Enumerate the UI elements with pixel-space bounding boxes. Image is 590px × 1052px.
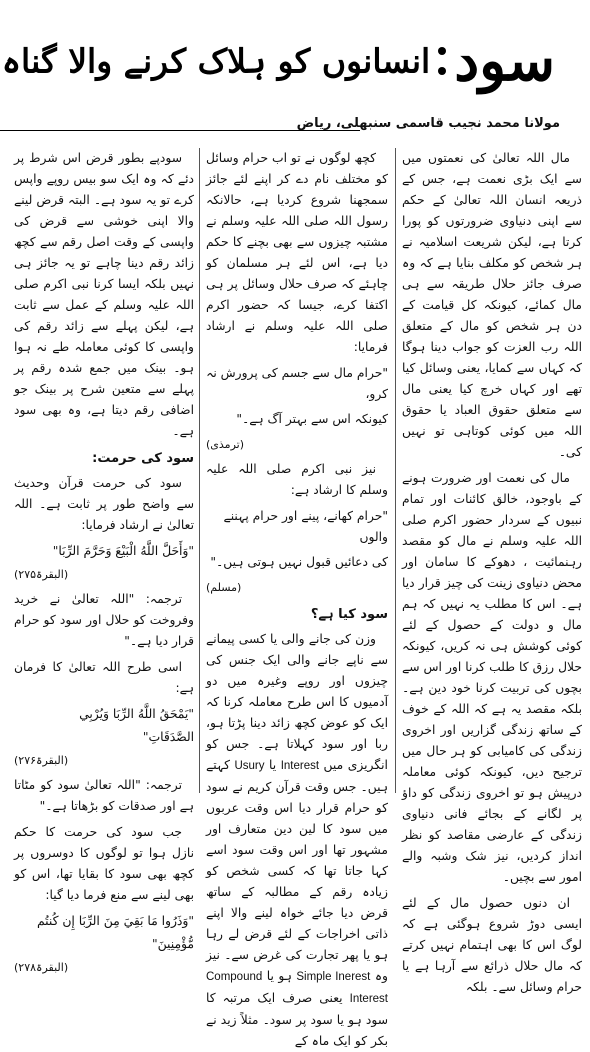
- paragraph: [206, 629, 388, 1052]
- paragraph-text: یعنی صرف ایک مرتبہ کا سود ہو یا سود پر سود۔ مثلاً زید نے بکر کو ایک ماہ کے: [206, 991, 388, 1048]
- paragraph: سودپے بطور قرض اس شرط پر دئے کہ وہ ایک سو بیس روپے واپس کرے تو یہ سود ہے۔ البتہ قرض لینے والا اپنی خوشی سے قرض کی واپسی کے وقت اصل رقم سے کچھ زائد رقم دینا چاہے تو یہ جائز ہی نہیں بلکہ ایسا کرنا نبی اکرم صلی اللہ علیہ وسلم کے عمل سے ثابت ہے، لیکن پہلے سے زائد رقم کی واپسی کا کوئی معاملہ طے نہ ہوا ہو۔ بینک میں جمع شدہ رقم پر پہلے سے متعین شرح پر بینک جو اضافی رقم دیتا ہے، وہ بھی سود ہے۔: [14, 151, 194, 438]
- article-title: [1, 28, 555, 104]
- hadith-quote-line2: کیونکہ اس سے بہتر آگ ہے۔": [236, 412, 388, 426]
- hadith-reference: (ترمذی): [206, 438, 244, 451]
- hadith-reference: (مسلم): [206, 581, 242, 594]
- section-heading: سود کی حرمت:: [92, 451, 194, 466]
- paragraph-text: کہتے ہیں۔ جس وقت قرآن کریم نے سود کو حرام قرار دیا اس وقت عربوں میں سود کا لین دین متعارف اور مشہور تھا اور اس وقت سود اسے کہا جاتا تھا کہ کسی شخص کو زیادہ رقم کے مطالبہ کے ساتھ قرض دیا جائے خواہ لینے والا اپنے ذاتی اخراجات کے لئے قرض لے رہا ہو یا پھر تجارت کی غرض سے۔ نیز وہ: [206, 758, 388, 983]
- author-byline: مولانا محمد نجیب قاسمی سنبھلی، ریاض: [296, 116, 560, 131]
- paragraph: کچھ لوگوں نے تو اب حرام وسائل کو مختلف نام دے کر اپنے لئے جائز سمجھنا شروع کردیا ہے، حالانکہ رسول اللہ صلی اللہ علیہ وسلم نے مشتبہ چیزوں سے بھی بچنے کا حکم دیا ہے، اس لئے ہر مسلمان کو چاہئے کہ صرف حلال وسائل پر ہی اکتفا کرے، جیسا کہ حضور اکرم صلی اللہ علیہ وسلم نے ارشاد فرمایا:: [206, 151, 388, 354]
- quran-verse: "يَمْحَقُ اللَّهُ الرِّبَا وَيُرْبِي: [79, 707, 194, 721]
- column-divider: [199, 148, 200, 793]
- english-term-simple-interest: Simple Inerest: [296, 971, 371, 983]
- paragraph: مال اللہ تعالیٰ کی نعمتوں میں سے ایک بڑی نعمت ہے، جس کے ذریعہ انسان اللہ تعالیٰ کے حکم سے اپنی دنیاوی ضرورتوں کو پورا کرتا ہے، لیکن شریعت اسلامیہ نے ہر شخص کو مکلف بنایا ہے کہ وہ صرف جائز حلال طریقہ سے ہی مال کمائے، کیونکہ کل قیامت کے دن ہر شخص کو مال کے متعلق اللہ رب العزت کو جواب دینا ہوگا کہ کہاں سے کمایا، یعنی وسائل کیا تھے اور کہاں خرچ کیا یعنی مال سے متعلق حقوق العباد یا حقوق اللہ میں کوئی کوتاہی تو نہیں کی۔: [402, 151, 582, 459]
- hadith-quote: "حرام کھانے، پینے اور حرام پہننے والوں: [223, 509, 388, 544]
- english-term-compound-interest: Compound Interest: [206, 971, 388, 1005]
- byline-rule: [0, 130, 360, 131]
- quran-verse: "وَأَحَلَّ اللَّهُ الْبَيْعَ وَحَرَّمَ الرِّبَا": [52, 544, 194, 558]
- quran-verse-line2: الصَّدَقَاتِ": [142, 730, 194, 744]
- verse-reference: (البقرۃ۲۷۵): [14, 568, 69, 581]
- translation: ترجمہ: "اللہ تعالیٰ نے خرید وفروخت کو حلال اور سود کو حرام قرار دیا ہے۔": [14, 592, 194, 648]
- column-middle: [206, 148, 388, 1048]
- column-right: [402, 148, 582, 994]
- paragraph: سود کی حرمت قرآن وحدیث سے واضح طور پر ثابت ہے۔ اللہ تعالیٰ نے ارشاد فرمایا:: [14, 476, 194, 532]
- title-subtitle: انسانوں کو ہلاک کرنے والا گناہ: [1, 41, 431, 81]
- paragraph: جب سود کی حرمت کا حکم نازل ہوا تو لوگوں کا دوسروں پر کچھ بھی سود کا بقایا تھا، اس کو بھی لینے سے منع فرما دیا گیا:: [14, 825, 194, 902]
- hadith-quote-line2: کی دعائیں قبول نہیں ہوتی ہیں۔": [210, 555, 388, 569]
- verse-reference: (البقرۃ۲۷۸): [14, 961, 69, 974]
- conjunction: یا: [269, 758, 277, 772]
- paragraph-text: ہو یا: [266, 969, 292, 983]
- byline-row: [20, 116, 580, 138]
- verse-reference: (البقرۃ۲۷۶): [14, 754, 69, 767]
- title-main: سود: [454, 28, 555, 94]
- column-left: [14, 148, 194, 974]
- column-divider: [395, 148, 396, 793]
- paragraph: ان دنوں حصول مال کے لئے ایسی دوڑ شروع ہوگئی ہے کہ لوگ اس کا بھی اہتمام نہیں کرتے کہ مال حلال ذرائع سے آرہا ہے یا حرام وسائل سے۔ بلکہ: [402, 896, 582, 994]
- paragraph: اسی طرح اللہ تعالیٰ کا فرمان ہے:: [14, 660, 194, 695]
- hadith-quote: "حرام مال سے جسم کی پرورش نہ کرو،: [206, 366, 388, 401]
- section-heading: سود کیا ہے؟: [310, 607, 388, 622]
- paragraph: مال کی نعمت اور ضرورت ہونے کے باوجود، خالق کائنات اور تمام نبیوں کے سردار حضور اکرم صلی اللہ علیہ وسلم نے مال کو مقصد رہنمائیت ، دھوکے کا سامان اور محض دنیاوی زینت کی چیز قرار دیا ہے۔ اس کا مطلب یہ نہیں کہ ہم مال و دولت کے حصول کے لئے کوئی کوشش ہی نہ کریں، کیونکہ حلال رزق کا طلب کرنا اور اس سے بچوں کی تربیت کرنا خود دین ہے۔ بلکہ مقصد یہ ہے کہ اللہ کے خوف کے ساتھ زندگی گزاریں اور اخروی زندگی کی کامیابی کو ہر حال میں ترجیح دیں، کیونکہ کوئی معاملہ درپیش ہو تو اخروی زندگی کو داؤ پر لگانے کے بجائے فانی دنیاوی زندگی کے عارضی مقاصد کو نظر انداز کردیں، نیز شک وشبہ والے امور سے بچیں۔: [402, 471, 582, 884]
- quran-verse: "وَذَرُوا مَا بَقِيَ مِنَ الرِّبَا إِن كُنتُم: [36, 914, 194, 928]
- english-term-interest: Interest: [280, 760, 320, 772]
- paragraph-text: وزن کی جانے والی یا کسی پیمانے سے ناپے جانے والی ایک جنس کی چیزوں اور روپے وغیرہ میں دو آدمیوں کا اس طرح معاملہ کرنا کہ ایک کو عوض کچھ زائد دینا پڑتا ہو، ربا اور سود کہلاتا ہے۔ جس کو انگریزی میں: [206, 632, 388, 772]
- translation: ترجمہ: "اللہ تعالیٰ سود کو مٹاتا ہے اور صدقات کو بڑھاتا ہے۔": [14, 778, 194, 813]
- quran-verse-line2: مُّؤْمِنِينَ": [152, 937, 194, 951]
- title-separator: [436, 41, 448, 81]
- english-term-usury: Usury: [234, 760, 265, 772]
- paragraph: نیز نبی اکرم صلی اللہ علیہ وسلم کا ارشاد ہے:: [206, 462, 388, 497]
